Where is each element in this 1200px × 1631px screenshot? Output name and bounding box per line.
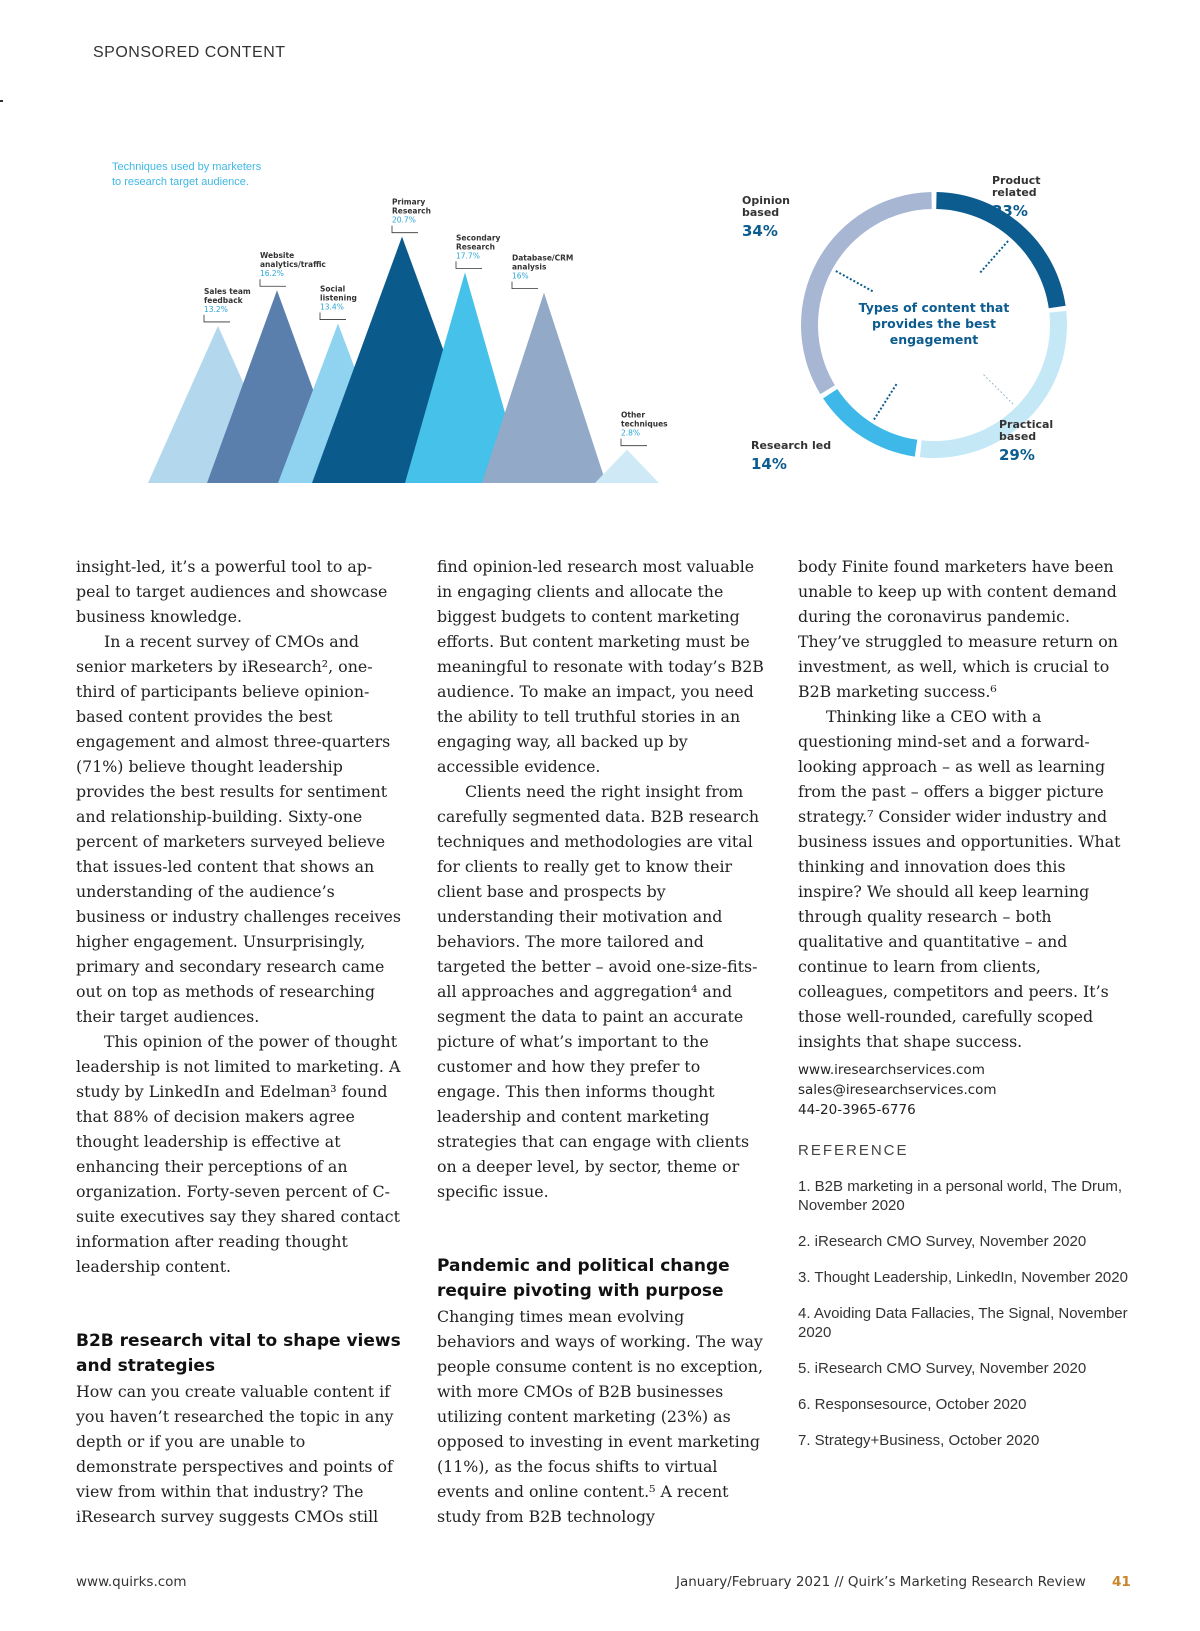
- column3-paragraph-2: Thinking like a CEO with a questioning mind-set and a forward-looking approach – as well as learning from the past – offers a bigger picture strategy.⁷ Consider wider industry and business issues and opportunities. What thinking and innovation does this inspire? We should all keep learning through quality research – both qualitative and quantitative – and continue to learn from clients, colleagues, competitors and peers. It’s those well-rounded, carefully scoped insights that shape success.: [798, 707, 1121, 1051]
- column1-paragraph-4: How can you create valuable content if you haven’t researched the topic in any depth or if you are unable to demonstrate perspectives and points of view from within that industry? The iResearch survey suggests CMOs still: [76, 1382, 394, 1526]
- column2-spacer: [437, 1204, 767, 1254]
- column1-paragraph-1: insight-led, it’s a powerful tool to ap-peal to target audiences and showcase business knowledge.: [76, 557, 388, 626]
- mountain-label-database-crm-analysis-2: analysis: [512, 262, 547, 272]
- column2-paragraph-2: Clients need the right insight from carefully segmented data. B2B research techniques and methodologies are vital for clients to really get to know their client base and prospects by understanding their motivation and behaviors. The more tailored and targeted the better – avoid one-size-fits-all approaches and aggregation⁴ and segment the data to paint an accurate picture of what’s important to the customer and how they prefer to engage. This then informs thought leadership and content marketing strategies that can engage with clients on a deeper level, by sector, theme or specific issue.: [437, 782, 760, 1201]
- donut-leader-opinion-based: [836, 271, 875, 292]
- mountain-label-sales-team-feedback-1: Sales team: [204, 286, 251, 296]
- donut-segment-opinion-based: [801, 192, 932, 394]
- mountain-label-primary-research-2: Research: [392, 206, 431, 216]
- donut-label-practical-based-1: Practical: [999, 418, 1054, 431]
- reference-heading: REFERENCE: [798, 1142, 909, 1159]
- donut-value-practical-based: 29%: [999, 446, 1035, 464]
- reference-item-7: 7. Strategy+Business, October 2020: [798, 1432, 1040, 1449]
- column1-subheading: B2B research vital to shape views and strategies: [76, 1331, 401, 1376]
- contact-website-link[interactable]: www.iresearchservices.com: [798, 1062, 985, 1078]
- mountain-value-primary-research: 20.7%: [392, 215, 416, 225]
- mountain-label-bracket-other-techniques: [621, 439, 647, 446]
- article-column-3: [798, 554, 1134, 1467]
- reference-item-6: 6. Responsesource, October 2020: [798, 1396, 1027, 1413]
- mountain-label-bracket-secondary-research: [456, 261, 482, 268]
- mountain-value-secondary-research: 17.7%: [456, 251, 480, 261]
- mountain-database-crm-analysis: [482, 293, 606, 483]
- mountain-value-database-crm-analysis: 16%: [512, 271, 529, 281]
- contact-email-link[interactable]: sales@iresearchservices.com: [798, 1082, 997, 1098]
- column2-paragraph-1: find opinion-led research most valuable in engaging clients and allocate the biggest budgets to content marketing efforts. But content marketing must be meaningful to resonate with today’s B2B audience. To make an impact, you need the ability to tell truthful stories in an engaging way, all backed up by accessible evidence.: [437, 557, 764, 776]
- mountain-other-techniques: [595, 450, 659, 483]
- page-edge-mark: [0, 100, 3, 102]
- reference-item-1: 1. B2B marketing in a personal world, The Drum, November 2020: [798, 1178, 1123, 1214]
- techniques-mountain-chart: [100, 160, 680, 490]
- donut-center-line-2: provides the best: [872, 316, 996, 331]
- column1-paragraph-3: This opinion of the power of thought leadership is not limited to marketing. A study by LinkedIn and Edelman³ found that 88% of decision makers agree thought leadership is effective at enhancing their perceptions of an organization. Forty-seven percent of C-suite executives say they shared contact information after reading thought leadership content.: [76, 1032, 401, 1276]
- footer-issue-info: January/February 2021 // Quirk’s Marketing Research Review: [676, 1574, 1086, 1590]
- column1-spacer: [76, 1279, 406, 1329]
- mountain-value-other-techniques: 2.8%: [621, 428, 641, 438]
- sponsored-content-label: SPONSORED CONTENT: [93, 44, 286, 61]
- contact-phone: 44-20-3965-6776: [798, 1102, 916, 1118]
- mountain-label-bracket-primary-research: [392, 226, 418, 233]
- mountain-label-database-crm-analysis-1: Database/CRM: [512, 253, 574, 263]
- donut-center-line-3: engagement: [889, 332, 979, 347]
- donut-label-opinion-based-2: based: [742, 206, 780, 219]
- donut-label-product-related-2: related: [992, 186, 1037, 199]
- page-number: 41: [1112, 1574, 1131, 1590]
- donut-value-product-related: 23%: [992, 202, 1028, 220]
- content-types-donut-chart: [742, 170, 1090, 480]
- mountain-label-bracket-social-listening: [320, 313, 346, 320]
- reference-item-2: 2. iResearch CMO Survey, November 2020: [798, 1233, 1087, 1250]
- mountain-label-secondary-research-2: Research: [456, 242, 495, 252]
- mountain-label-bracket-website-analytics-traffic: [260, 279, 286, 286]
- mountain-label-website-analytics-traffic-1: Website: [260, 251, 295, 261]
- mountain-value-sales-team-feedback: 13.2%: [204, 304, 228, 314]
- donut-label-practical-based-2: based: [999, 430, 1037, 443]
- donut-label-opinion-based-1: Opinion: [742, 194, 790, 207]
- column3-paragraph-1: body Finite found marketers have been unable to keep up with content demand during the coronavirus pandemic. They’ve struggled to measure return on investment, as well, which is crucial to B2B marketing success.⁶: [798, 557, 1118, 701]
- mountain-label-sales-team-feedback-2: feedback: [204, 295, 243, 305]
- donut-value-research-led: 14%: [751, 455, 787, 473]
- mountain-label-secondary-research-1: Secondary: [456, 233, 501, 243]
- donut-leader-product-related: [979, 241, 1008, 274]
- mountain-chart-title-line-2: to research target audience.: [112, 176, 249, 188]
- donut-leader-practical-based: [982, 373, 1013, 404]
- article-column-1: [76, 554, 406, 1529]
- column1-paragraph-2: In a recent survey of CMOs and senior marketers by iResearch², one-third of participants believe opinion-based content provides the best engagement and almost three-quarters (71%) believe thought leadership provides the best results for sentiment and relationship-building. Sixty-one percent of marketers surveyed believe that issues-led content that shows an understanding of the audience’s business or industry challenges receives higher engagement. Unsurprisingly, primary and secondary research came out on top as methods of researching their target audiences.: [76, 632, 401, 1026]
- article-column-2: [437, 554, 767, 1529]
- donut-value-opinion-based: 34%: [742, 222, 778, 240]
- mountain-label-website-analytics-traffic-2: analytics/traffic: [260, 260, 326, 270]
- donut-label-product-related-1: Product: [992, 174, 1041, 187]
- donut-label-research-led-1: Research led: [751, 439, 832, 452]
- mountain-value-website-analytics-traffic: 16.2%: [260, 269, 284, 279]
- donut-segment-research-led: [823, 389, 917, 457]
- reference-item-5: 5. iResearch CMO Survey, November 2020: [798, 1360, 1087, 1377]
- mountain-value-social-listening: 13.4%: [320, 302, 344, 312]
- mountain-label-other-techniques-2: techniques: [621, 419, 668, 429]
- column2-subheading: Pandemic and political change require pivoting with purpose: [437, 1256, 730, 1301]
- donut-center-line-1: Types of content that: [858, 300, 1010, 315]
- mountain-label-social-listening-2: listening: [320, 293, 357, 303]
- reference-item-4: 4. Avoiding Data Fallacies, The Signal, November 2020: [798, 1305, 1128, 1341]
- mountain-label-social-listening-1: Social: [320, 284, 346, 294]
- reference-item-3: 3. Thought Leadership, LinkedIn, November 2020: [798, 1269, 1128, 1286]
- mountain-chart-title-line-1: Techniques used by marketers: [112, 161, 262, 173]
- donut-leader-research-led: [874, 382, 898, 419]
- mountain-label-other-techniques-1: Other: [621, 410, 646, 420]
- mountain-label-bracket-database-crm-analysis: [512, 282, 538, 289]
- contact-info: [798, 1060, 1134, 1120]
- column2-paragraph-3: Changing times mean evolving behaviors and ways of working. The way people consume content is no exception, with more CMOs of B2B businesses utilizing content marketing (23%) as opposed to investing in event marketing (11%), as the focus shifts to virtual events and online content.⁵ A recent study from B2B technology: [437, 1307, 763, 1526]
- mountain-label-bracket-sales-team-feedback: [204, 315, 230, 322]
- footer-website-link[interactable]: www.quirks.com: [76, 1574, 187, 1590]
- mountain-label-primary-research-1: Primary: [392, 197, 426, 207]
